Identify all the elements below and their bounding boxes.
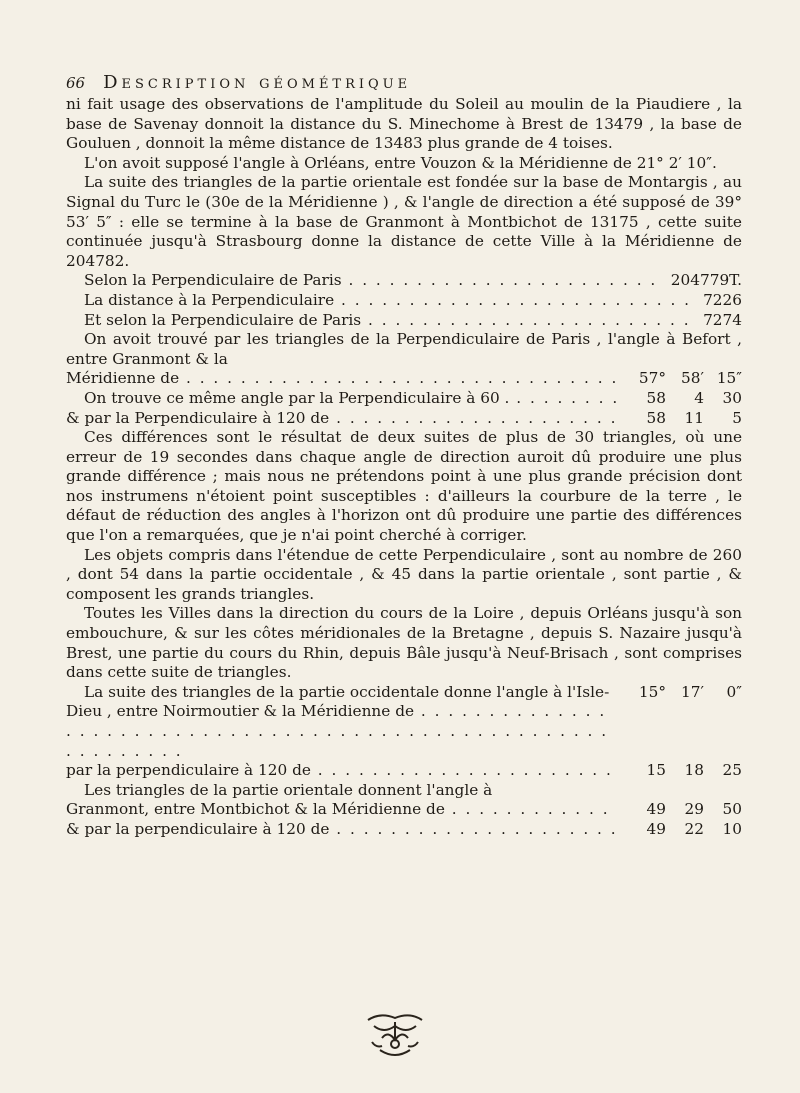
degrees: 58 [646,388,666,407]
distance-row [66,311,742,331]
row-label: La suite des triangles de la partie occidentale donne l'angle à l'Isle-Dieu , entre Noirmoutier & la Méridienne de . . . [66,683,616,761]
minutes: 18 [684,761,704,780]
row-label: par la perpendiculaire à 120 de . . . [66,761,616,781]
page-header [66,72,742,93]
row-label: Méridienne de . . . [66,369,616,389]
seconds: 50 [722,800,742,819]
distance-row [66,271,742,291]
degrees: 58 [646,408,666,427]
row-label: Selon la Perpendiculaire de Paris . . . [66,271,665,291]
row-value [616,409,742,429]
paragraph: On avoit trouvé par les triangles de la Perpendiculaire de Paris , l'angle à Befort , entre Granmont & la [66,330,742,368]
row-label: & par la perpendiculaire à 120 de . . . [66,820,616,840]
seconds: 25 [722,761,742,780]
row-value: 204779T. [670,271,742,290]
seconds: 0″ [726,682,742,701]
row-value: 7226 [703,290,742,309]
degrees: 49 [646,800,666,819]
angle-row [66,820,742,840]
seconds: 30 [722,388,742,407]
degrees: 15° [638,682,666,701]
minutes: 11 [684,408,704,427]
seconds: 15″ [716,369,742,388]
minutes: 58′ [681,369,704,388]
row-label: Granmont, entre Montbichot & la Méridienne de . . . [66,800,616,820]
row-value [616,389,742,409]
angle-row [66,389,742,409]
angle-row [66,369,742,389]
minutes: 29 [684,800,704,819]
row-label: On trouve ce même angle par la Perpendiculaire à 60 . . . . [66,389,616,409]
minutes: 4 [694,388,704,407]
row-value [616,820,742,840]
degrees: 15 [646,761,666,780]
row-value: 7274 [703,310,742,329]
paragraph: Les triangles de la partie orientale donnent l'angle à [84,780,493,799]
paragraph: La suite des triangles de la partie orientale est fondée sur la base de Montargis , au Signal du Turc le (30e de la Méridienne ) , & l'angle de direction a été supposé de 39° 53′ 5″ : elle se termine à la base de Granmont à Montbichot de 13175 , cette suite continuée jusqu'à Strasbourg donne la distance de cette Ville à la Méridienne de 204782. [66,173,742,270]
paragraph: Ces différences sont le résultat de deux suites de plus de 30 triangles, où une erreur de 19 secondes dans chaque angle de direction auroit dû produire une plus grande différence ; mais nous ne prétendons point à une plus grande précision dont nos instrumens n'étoient point susceptibles : d'ailleurs la courbure de la terre , le défaut de réduction des angles à l'horizon ont dû produire une partie des différences que l'on a remarquées, que je n'ai point cherché à corriger. [66,428,742,545]
paragraph: L'on avoit supposé l'angle à Orléans, entre Vouzon & la Méridienne de 21° 2′ 10″. [84,153,717,172]
degrees: 49 [646,819,666,838]
angle-row [66,683,742,761]
minutes: 17′ [681,682,704,701]
row-label: La distance à la Perpendiculaire . . . [66,291,697,311]
row-label: & par la Perpendiculaire à 120 de . . . [66,409,616,429]
row-label: Et selon la Perpendiculaire de Paris . . . [66,311,697,331]
distance-row [66,291,742,311]
row-value [616,369,742,389]
seconds: 10 [722,819,742,838]
page-number: 66 [66,74,86,92]
paragraph: ni fait usage des observations de l'amplitude du Soleil au moulin de la Piaudiere , la base de Savenay donnoit la distance du S. Minechome à Brest de 13479 , la base de Gouluen , donnoit la même distance de 13483 plus grande de 4 toises. [66,95,742,153]
seconds: 5 [732,408,742,427]
angle-row [66,409,742,429]
paragraph: Toutes les Villes dans la direction du cours de la Loire , depuis Orléans jusqu'à son embouchure, & sur les côtes méridionales de la Bretagne , depuis S. Nazaire jusqu'à Brest, une partie du cours du Rhin, depuis Bâle jusqu'à Neuf-Brisach , sont comprises dans cette suite de triangles. [66,604,742,682]
minutes: 22 [684,819,704,838]
row-value [616,800,742,820]
degrees: 57° [638,369,666,388]
body-text [66,95,742,840]
row-value [616,683,742,703]
angle-row [66,761,742,781]
angle-row [66,800,742,820]
fleuron-ornament-icon [360,1010,430,1060]
row-value [616,761,742,781]
running-title: Description géométrique [103,72,412,93]
paragraph: Les objets compris dans l'étendue de cette Perpendiculaire , sont au nombre de 260 , dont 54 dans la partie occidentale , & 45 dans la partie orientale , sont partie , & composent les grands triangles. [66,545,742,603]
